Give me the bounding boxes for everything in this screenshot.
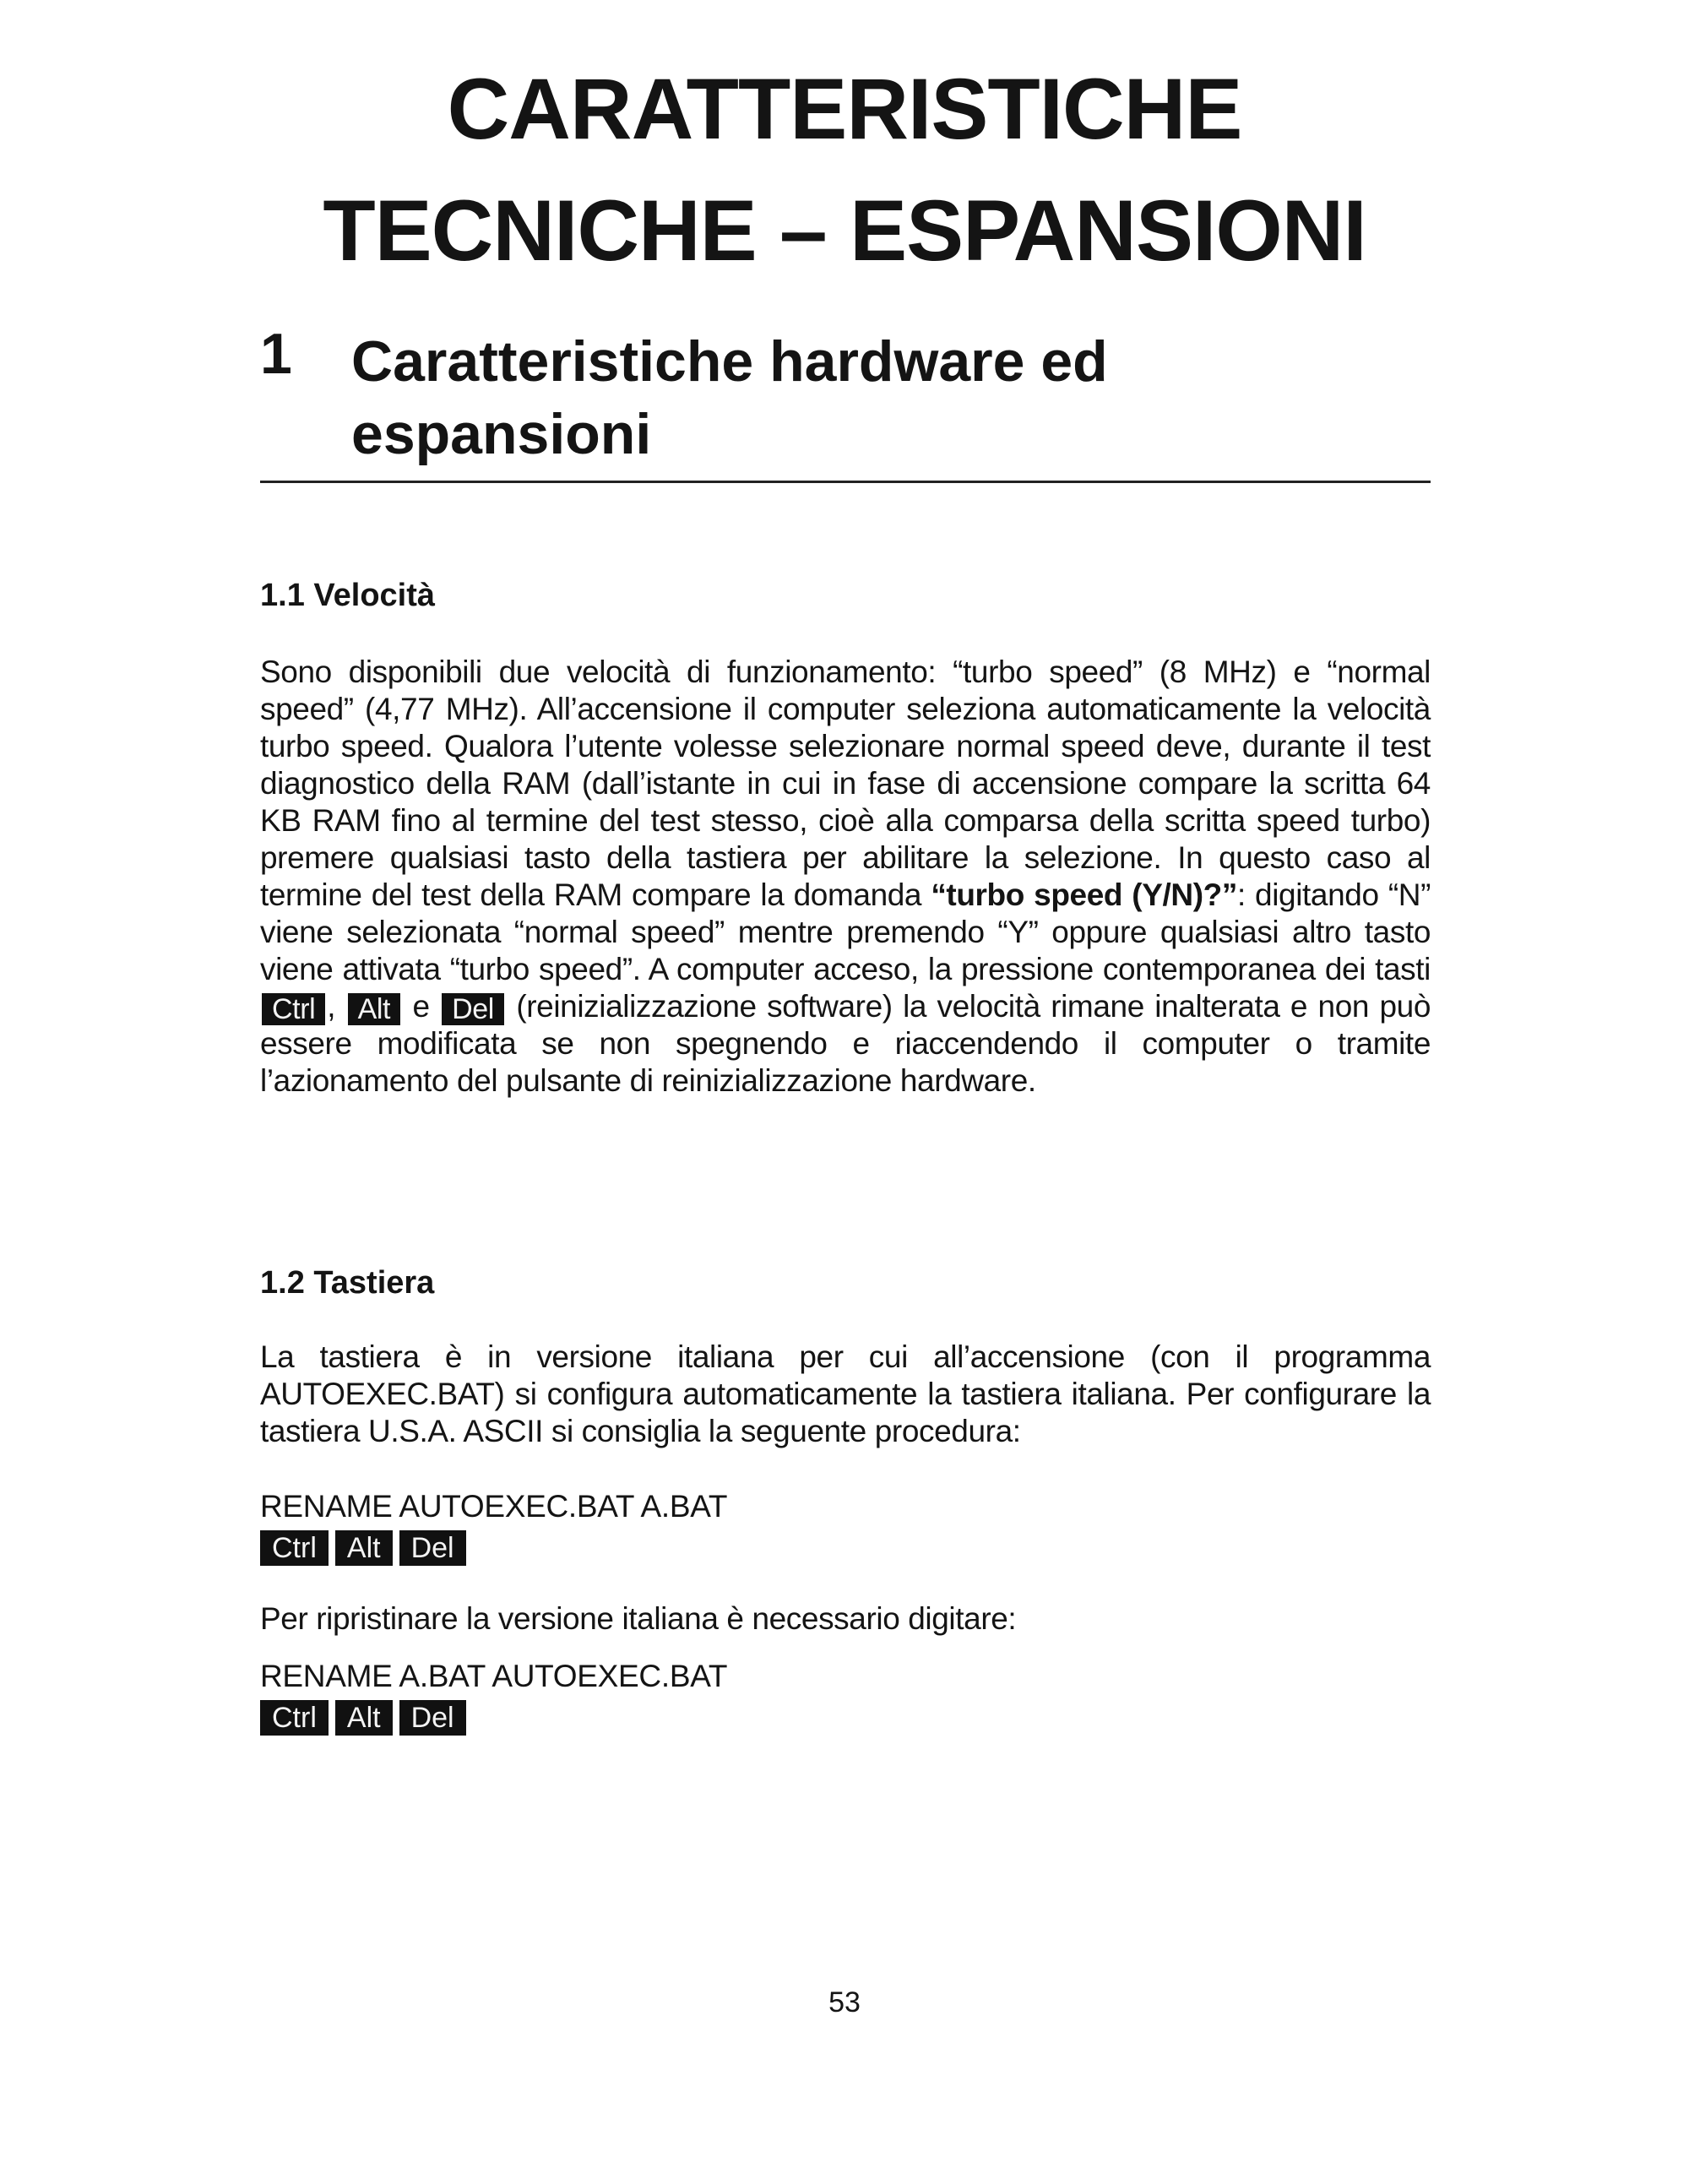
page-title-line-1: CARATTERISTICHE xyxy=(447,61,1242,157)
restore-paragraph: Per ripristinare la versione italiana è necessario digitare: xyxy=(260,1601,1017,1636)
alt-key: Alt xyxy=(348,993,400,1025)
chapter-divider xyxy=(260,481,1431,483)
chapter-title: Caratteristiche hardware ed espansioni xyxy=(351,329,1108,466)
turbo-speed-prompt: “turbo speed (Y/N)?” xyxy=(931,877,1237,912)
key-combo-row-2 xyxy=(260,1700,466,1736)
key-separator-e: e xyxy=(402,989,441,1024)
key-separator-comma: , xyxy=(327,989,346,1024)
alt-key: Alt xyxy=(335,1700,393,1736)
key-combo-row-1 xyxy=(260,1530,466,1566)
ctrl-key: Ctrl xyxy=(260,1530,329,1566)
page-number: 53 xyxy=(828,1986,861,2018)
tastiera-intro-paragraph: La tastiera è in versione italiana per cui all’accensione (con il programma AUTOEXEC.BAT) si configura automaticamente la tastiera italiana. Per configurare la tastiera U.S.A. ASCII si consiglia la seguente procedura: xyxy=(260,1339,1431,1448)
rename-command-2: RENAME A.BAT AUTOEXEC.BAT xyxy=(260,1659,728,1693)
velocita-text-b: : digitando “N” viene selezionata “normal speed” mentre premendo “Y” oppure qualsiasi altro tasto viene attivata “turbo speed”. A computer acceso, la pressione contemporanea dei tasti xyxy=(260,877,1431,986)
section-heading-tastiera: 1.2 Tastiera xyxy=(260,1265,435,1301)
del-key: Del xyxy=(399,1700,466,1736)
del-key: Del xyxy=(399,1530,466,1566)
del-key: Del xyxy=(442,993,504,1025)
rename-command-1: RENAME AUTOEXEC.BAT A.BAT xyxy=(260,1489,728,1524)
ctrl-key: Ctrl xyxy=(260,1700,329,1736)
section-heading-velocita: 1.1 Velocità xyxy=(260,578,436,613)
ctrl-key: Ctrl xyxy=(262,993,325,1025)
alt-key: Alt xyxy=(335,1530,393,1566)
velocita-paragraph xyxy=(260,654,1431,1100)
page-title-line-2: TECNICHE – ESPANSIONI xyxy=(323,182,1366,279)
velocita-text-c: (reinizializzazione software) la velocità rimane inalterata e non può essere modificata se non spegnendo e riaccendendo il computer o tramite l’azionamento del pulsante di reinizializzazione hardware. xyxy=(260,989,1431,1098)
velocita-text-a: Sono disponibili due velocità di funzionamento: “turbo speed” (8 MHz) e “normal speed” (4,77 MHz). All’accensione il computer seleziona automaticamente la velocità turbo speed. Qualora l’utente volesse selezionare normal speed deve, durante il test diagnostico della RAM (dall’istante in cui in fase di accensione compare la scritta 64 KB RAM fino al termine del test stesso, cioè alla comparsa della scritta speed turbo) premere qualsiasi tasto della tastiera per abilitare la selezione. In questo caso al termine del test della RAM compare la domanda xyxy=(260,655,1431,912)
chapter-number: 1 xyxy=(260,322,292,386)
